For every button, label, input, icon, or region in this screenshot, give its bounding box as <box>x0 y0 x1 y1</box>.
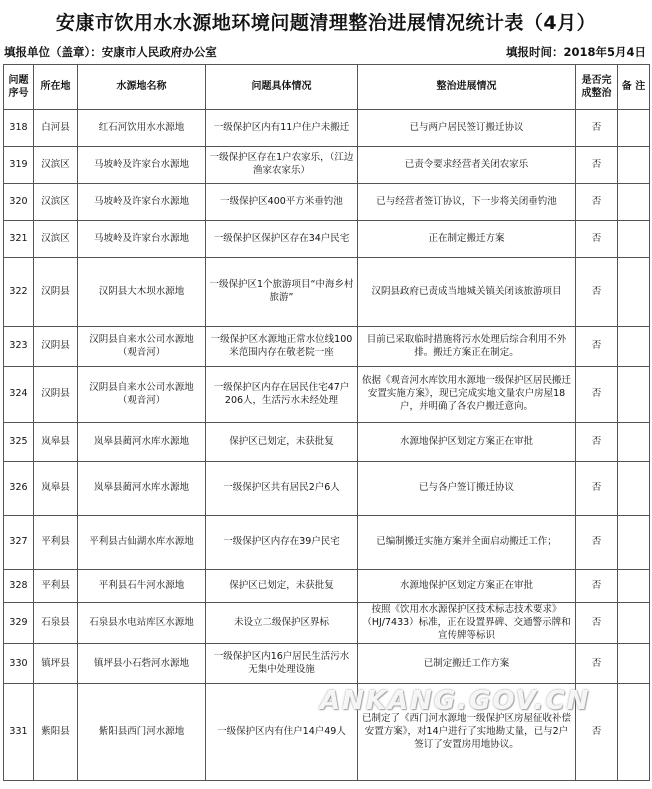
cell-remark <box>618 423 650 462</box>
table-row <box>4 423 650 462</box>
header-completed: 是否完成整治 <box>576 65 618 110</box>
cell-issue: 一级保护区400平方米垂钓池 <box>206 184 358 221</box>
progress-table <box>3 64 650 781</box>
cell-progress: 水源地保护区划定方案正在审批 <box>358 570 576 603</box>
cell-location: 汉滨区 <box>34 184 78 221</box>
cell-progress: 水源地保护区划定方案正在审批 <box>358 423 576 462</box>
table-row <box>4 516 650 570</box>
table-row <box>4 327 650 367</box>
cell-no: 325 <box>4 423 34 462</box>
cell-no: 330 <box>4 644 34 684</box>
cell-completed: 否 <box>576 184 618 221</box>
cell-issue: 一级保护区水源地正常水位线100米范围内存在敬老院一座 <box>206 327 358 367</box>
cell-location: 石泉县 <box>34 603 78 644</box>
cell-no: 328 <box>4 570 34 603</box>
header-issue: 问题具体情况 <box>206 65 358 110</box>
cell-issue: 保护区已划定，未获批复 <box>206 570 358 603</box>
cell-completed: 否 <box>576 221 618 258</box>
page-title: 安康市饮用水水源地环境问题清理整治进展情况统计表（4月） <box>55 12 597 34</box>
cell-source-name: 岚皋县蔺河水库水源地 <box>78 462 206 516</box>
cell-location: 汉阴县 <box>34 367 78 423</box>
cell-completed: 否 <box>576 258 618 327</box>
cell-progress: 依据《观音河水库饮用水源地一级保护区居民搬迁安置实施方案》，现已完成实地文量农户房屋18户，并明确了各农户搬迁意向。 <box>358 367 576 423</box>
cell-source-name: 紫阳县西门河水源地 <box>78 684 206 781</box>
cell-progress: 已与经营者签订协议，下一步将关闭垂钓池 <box>358 184 576 221</box>
table-row <box>4 644 650 684</box>
cell-no: 324 <box>4 367 34 423</box>
cell-no: 321 <box>4 221 34 258</box>
table-row <box>4 184 650 221</box>
cell-source-name: 汉阴县自来水公司水源地（观音河） <box>78 367 206 423</box>
cell-progress: 按照《饮用水水源保护区技术标志技术要求》（HJ/7433）标准，正在设置界碑、交通警示牌和宣传牌等标识 <box>358 603 576 644</box>
cell-remark <box>618 110 650 147</box>
cell-progress: 已责令要求经营者关闭农家乐 <box>358 147 576 184</box>
cell-issue: 一级保护区内有11户住户未搬迁 <box>206 110 358 147</box>
cell-no: 331 <box>4 684 34 781</box>
cell-issue: 一级保护区1个旅游项目“中海乡村旅游” <box>206 258 358 327</box>
cell-source-name: 马坡岭及许家台水源地 <box>78 184 206 221</box>
cell-issue: 未设立二级保护区界标 <box>206 603 358 644</box>
cell-no: 327 <box>4 516 34 570</box>
cell-source-name: 平利县古仙湖水库水源地 <box>78 516 206 570</box>
table-row <box>4 603 650 644</box>
cell-remark <box>618 462 650 516</box>
cell-completed: 否 <box>576 684 618 781</box>
cell-issue: 一级保护区内存在39户民宅 <box>206 516 358 570</box>
cell-source-name: 镇坪县小石砦河水源地 <box>78 644 206 684</box>
cell-issue: 保护区已划定，未获批复 <box>206 423 358 462</box>
cell-no: 323 <box>4 327 34 367</box>
cell-remark <box>618 644 650 684</box>
table-row <box>4 570 650 603</box>
cell-progress: 已与两户居民签订搬迁协议 <box>358 110 576 147</box>
cell-completed: 否 <box>576 462 618 516</box>
cell-remark <box>618 603 650 644</box>
reporting-unit: 填报单位（盖章）：安康市人民政府办公室 <box>4 45 217 59</box>
cell-issue: 一级保护区内存在居民住宅47户206人，生活污水未经处理 <box>206 367 358 423</box>
cell-progress: 目前已采取临时措施将污水处理后综合利用不外排。搬迁方案正在制定。 <box>358 327 576 367</box>
cell-location: 岚皋县 <box>34 423 78 462</box>
cell-remark <box>618 516 650 570</box>
cell-progress: 汉阴县政府已责成当地城关镇关闭该旅游项目 <box>358 258 576 327</box>
cell-no: 322 <box>4 258 34 327</box>
cell-location: 白河县 <box>34 110 78 147</box>
cell-remark <box>618 147 650 184</box>
cell-remark <box>618 570 650 603</box>
table-header-row <box>4 65 650 110</box>
cell-no: 329 <box>4 603 34 644</box>
site-watermark: ANKANG.GOV.CN <box>320 686 591 716</box>
cell-location: 汉滨区 <box>34 221 78 258</box>
cell-location: 镇坪县 <box>34 644 78 684</box>
header-no: 问题序号 <box>4 65 34 110</box>
cell-completed: 否 <box>576 570 618 603</box>
cell-progress: 已制定搬迁工作方案 <box>358 644 576 684</box>
cell-issue: 一级保护区内16户居民生活污水无集中处理设施 <box>206 644 358 684</box>
cell-completed: 否 <box>576 423 618 462</box>
cell-completed: 否 <box>576 603 618 644</box>
cell-source-name: 汉阴县自来水公司水源地（观音河） <box>78 327 206 367</box>
table-row <box>4 367 650 423</box>
reporting-date: 填报时间：2018年5月4日 <box>505 45 646 59</box>
table-row <box>4 147 650 184</box>
cell-remark <box>618 258 650 327</box>
cell-remark <box>618 184 650 221</box>
cell-progress: 已编制搬迁实施方案并全面启动搬迁工作； <box>358 516 576 570</box>
cell-location: 平利县 <box>34 516 78 570</box>
cell-remark <box>618 684 650 781</box>
cell-progress: 正在制定搬迁方案 <box>358 221 576 258</box>
cell-completed: 否 <box>576 147 618 184</box>
cell-completed: 否 <box>576 516 618 570</box>
header-location: 所在地 <box>34 65 78 110</box>
cell-source-name: 马坡岭及许家台水源地 <box>78 147 206 184</box>
cell-progress: 已制定了《西门河水源地一级保护区房屋征收补偿安置方案》，对14户进行了实地勘丈量，已与2户签订了安置房用地协议。 <box>358 684 576 781</box>
cell-remark <box>618 221 650 258</box>
table-row <box>4 221 650 258</box>
cell-progress: 已与各户签订搬迁协议 <box>358 462 576 516</box>
cell-issue: 一级保护区共有居民2户6人 <box>206 462 358 516</box>
cell-completed: 否 <box>576 367 618 423</box>
cell-location: 汉阴县 <box>34 258 78 327</box>
cell-location: 岚皋县 <box>34 462 78 516</box>
cell-source-name: 石泉县水电站库区水源地 <box>78 603 206 644</box>
table-row <box>4 110 650 147</box>
cell-source-name: 红石河饮用水水源地 <box>78 110 206 147</box>
cell-issue: 一级保护区存在1户农家乐，（江边渔家农家乐） <box>206 147 358 184</box>
cell-location: 平利县 <box>34 570 78 603</box>
header-source-name: 水源地名称 <box>78 65 206 110</box>
cell-no: 318 <box>4 110 34 147</box>
table-row <box>4 258 650 327</box>
cell-completed: 否 <box>576 110 618 147</box>
cell-location: 紫阳县 <box>34 684 78 781</box>
cell-no: 320 <box>4 184 34 221</box>
cell-no: 319 <box>4 147 34 184</box>
cell-source-name: 岚皋县蔺河水库水源地 <box>78 423 206 462</box>
cell-completed: 否 <box>576 327 618 367</box>
cell-remark <box>618 327 650 367</box>
cell-location: 汉阴县 <box>34 327 78 367</box>
table-row <box>4 462 650 516</box>
header-remark: 备 注 <box>618 65 650 110</box>
cell-no: 326 <box>4 462 34 516</box>
cell-completed: 否 <box>576 644 618 684</box>
cell-source-name: 平利县石牛河水源地 <box>78 570 206 603</box>
cell-location: 汉滨区 <box>34 147 78 184</box>
cell-remark <box>618 367 650 423</box>
cell-issue: 一级保护区内有住户14户49人 <box>206 684 358 781</box>
cell-source-name: 汉阴县大木坝水源地 <box>78 258 206 327</box>
cell-source-name: 马坡岭及许家台水源地 <box>78 221 206 258</box>
cell-issue: 一级保护区保护区存在34户民宅 <box>206 221 358 258</box>
header-progress: 整治进展情况 <box>358 65 576 110</box>
